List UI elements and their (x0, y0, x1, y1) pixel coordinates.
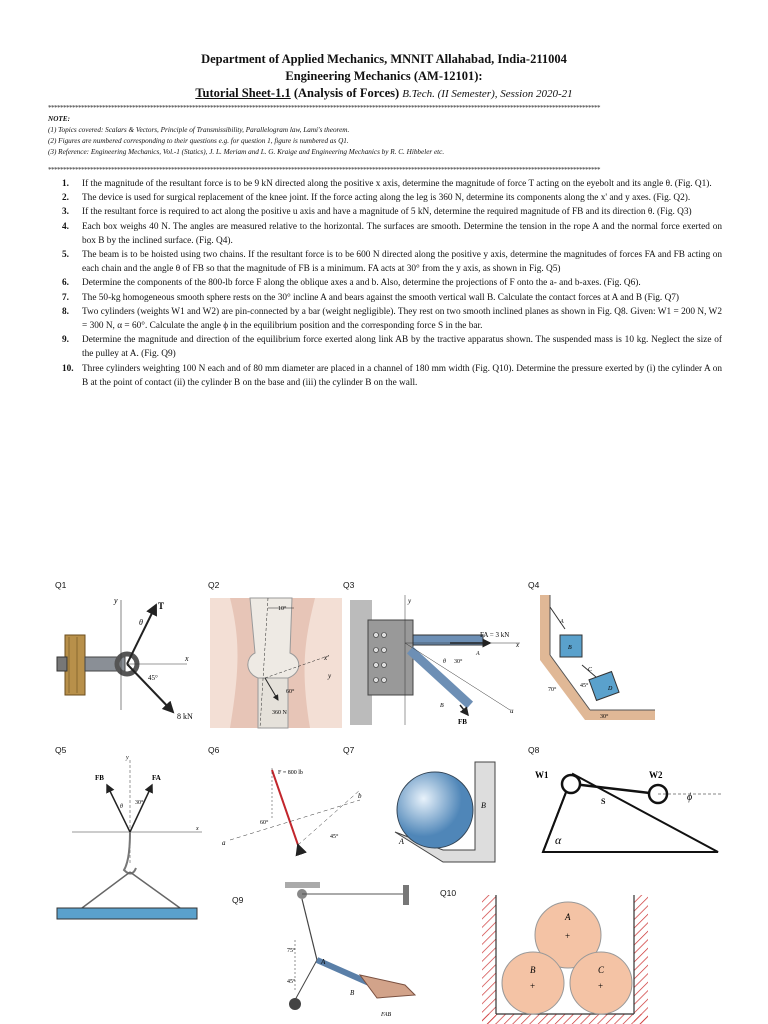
question-item: 5. The beam is to be hoisted using two chains. If the resultant force is to be 600 N directed along the positive y axis, determine the magnitudes of forces FA and FB acting on each chain and the angle θ of FB so that the magnitude of FB is a minimum. FA acts at 30° from the y axis, as shown in Fig. Q5) (62, 250, 722, 275)
notes-block (48, 114, 728, 158)
figure-q10-channel (480, 895, 650, 1024)
label-a: A (321, 958, 326, 966)
label-y: y (126, 755, 129, 761)
label-theta: θ (139, 618, 143, 627)
label-u: u (510, 707, 514, 715)
label-a3: 30° (600, 714, 609, 720)
label-a1: 45° (580, 683, 589, 689)
label-a: A (399, 837, 404, 846)
fig-label-q10: Q10 (440, 888, 457, 898)
note-item: (1) Topics covered: Scalars & Vectors, Principle of Transmissibility, Parallelogram law, Lami's theorem. (48, 126, 350, 134)
center-b-mark: + (530, 981, 536, 991)
figure-q8-cylinders (533, 762, 728, 862)
question-item: 10. Three cylinders weighting 100 N each and of 80 mm diameter are placed in a channel of 180 mm width (Fig. Q10). Determine the pressure exerted by (i) the cylinder A on B at the point of contact (ii) the cylinder B on the base and (iii) the cylinder B on the wall. (62, 363, 722, 388)
label-b: b (358, 792, 362, 800)
question-item: 6. Determine the components of the 800-lb force F along the oblique axes a and b. Also, determine the projections of F onto the a- and b-axes. (Fig. Q6). (62, 278, 641, 289)
label-w1: W1 (535, 770, 549, 780)
label-y: y (408, 597, 412, 605)
label-angle: 30° (135, 800, 144, 806)
label-force: F = 800 lb (278, 770, 303, 776)
label-b: B (481, 801, 486, 810)
label-fa: FA = 3 kN (480, 631, 510, 639)
figure-q2-knee (210, 598, 342, 728)
label-x: x (196, 826, 199, 832)
label-fb: FB (458, 718, 467, 726)
label-a: A (560, 619, 564, 625)
label-c: C (598, 965, 605, 975)
figure-q4-boxes (530, 595, 655, 725)
separator-top: **************************************************************************************************************************************************************************************** (48, 104, 600, 112)
label-w2: W2 (649, 770, 663, 780)
figure-q6-force (210, 760, 370, 870)
label-fa: FA (152, 774, 161, 782)
figure-q3-bracket (350, 595, 525, 730)
label-angle1: 75° (287, 948, 296, 954)
fig-label-q4: Q4 (528, 580, 540, 590)
question-item: 9. Determine the magnitude and direction of the equilibrium force exerted along link AB by the tractive apparatus shown. The suspended mass is 10 kg. Neglect the size of the pulley at A. (Fig. Q9) (62, 335, 722, 360)
label-a2: 70° (548, 687, 557, 693)
label-phi: ϕ (687, 792, 693, 803)
label-alpha: α (555, 833, 562, 847)
question-list (62, 177, 722, 390)
fig-label-q2: Q2 (208, 580, 220, 590)
fig-label-q8: Q8 (528, 745, 540, 755)
label-x: x (185, 654, 189, 663)
question-item: 7. The 50-kg homogeneous smooth sphere rests on the 30° incline A and bears against the smooth vertical wall B. Calculate the contact forces at A and B (Fig. Q7) (62, 292, 680, 303)
center-a-mark: + (565, 931, 571, 941)
course-title: Engineering Mechanics (AM-12101): (285, 69, 483, 83)
label-t: T (158, 601, 165, 611)
figure-q9-traction (265, 880, 430, 1020)
fig-label-q3: Q3 (343, 580, 355, 590)
label-a: A (565, 912, 571, 922)
question-item: 8. Two cylinders (weights W1 and W2) are pin-connected by a bar (weight negligible). They rest on two smooth inclined planes as shown in Fig. Q8. Given: W1 = 200 N, W2 = 300 N, α = 60°. Calculate the angle ϕ in the equilibrium position and the corresponding force S in the bar. (62, 306, 722, 332)
fig-label-q9: Q9 (232, 895, 244, 905)
label-force: 360 N (272, 710, 287, 716)
sheet-topic: (Analysis of Forces) (293, 86, 400, 100)
label-angle: 30° (454, 659, 463, 665)
label-f: FAB (381, 1012, 392, 1018)
fig-label-q5: Q5 (55, 745, 67, 755)
label-force: 8 kN (177, 712, 193, 721)
figure-q1-eyebolt (55, 595, 205, 725)
label-a: a (222, 839, 226, 847)
label-s: S (601, 797, 606, 806)
label-a: A (476, 651, 480, 657)
question-item: 2. The device is used for surgical replacement of the knee joint. If the force acting along the leg is 360 N, determine its components along the x' and y axes. (Fig. Q2). (62, 193, 691, 204)
separator-bottom: **************************************************************************************************************************************************************************************** (48, 166, 600, 174)
label-angle2: 60° (286, 689, 295, 695)
label-x: x (516, 641, 520, 649)
sheet-name: Tutorial Sheet-1.1 (195, 86, 291, 100)
label-b: B (440, 703, 444, 709)
figure-q5-beam (52, 755, 202, 925)
note-item: (3) Reference: Engineering Mechanics, Vol.-1 (Statics), J. L. Meriam and L. G. Kraige and Engineering Mechanics by R. C. Hibbeler etc. (48, 148, 445, 156)
label-c: C (588, 667, 593, 673)
label-theta: θ (443, 659, 446, 665)
label-angle: 45° (148, 674, 158, 682)
fig-label-q7: Q7 (343, 745, 355, 755)
fig-label-q1: Q1 (55, 580, 67, 590)
question-item: 3. If the resultant force is required to act along the positive u axis and have a magnitude of 5 kN, determine the required magnitude of FB and its direction θ. (Fig. Q3) (62, 207, 692, 218)
note-item: (2) Figures are numbered corresponding to their questions e.g. for question 1, figure is numbered as Q1. (48, 137, 349, 145)
label-x: x' (324, 654, 329, 662)
question-item: 4. Each box weighs 40 N. The angles are measured relative to the horizontal. The surfaces are smooth. Determine the tension in the rope A and the normal force exerted on box B by the inclined surface. (Fig. Q4). (62, 221, 722, 246)
label-theta: θ (120, 804, 123, 810)
label-angle2: 45° (287, 979, 296, 985)
label-a2: 45° (330, 834, 339, 840)
notes-title: NOTE: (48, 115, 70, 123)
label-d: D (608, 686, 613, 692)
sheet-title (0, 86, 768, 101)
fig-label-q6: Q6 (208, 745, 220, 755)
label-a1: 60° (260, 820, 269, 826)
question-item: 1. If the magnitude of the resultant force is to be 9 kN directed along the positive x axis, determine the magnitude of force T acting on the eyebolt and its angle θ. (Fig. Q1). (62, 179, 712, 189)
sheet-session: B.Tech. (II Semester), Session 2020-21 (402, 88, 573, 100)
label-b: B (530, 965, 536, 975)
label-fb: FB (95, 774, 104, 782)
label-y: y (114, 596, 118, 605)
label-y: y (328, 672, 332, 680)
label-angle1: 10° (278, 606, 287, 612)
department-title: Department of Applied Mechanics, MNNIT Allahabad, India-211004 (201, 52, 567, 66)
center-c-mark: + (598, 981, 604, 991)
label-b: B (568, 645, 572, 651)
figure-q7-sphere (395, 762, 505, 862)
label-b: B (350, 989, 355, 997)
